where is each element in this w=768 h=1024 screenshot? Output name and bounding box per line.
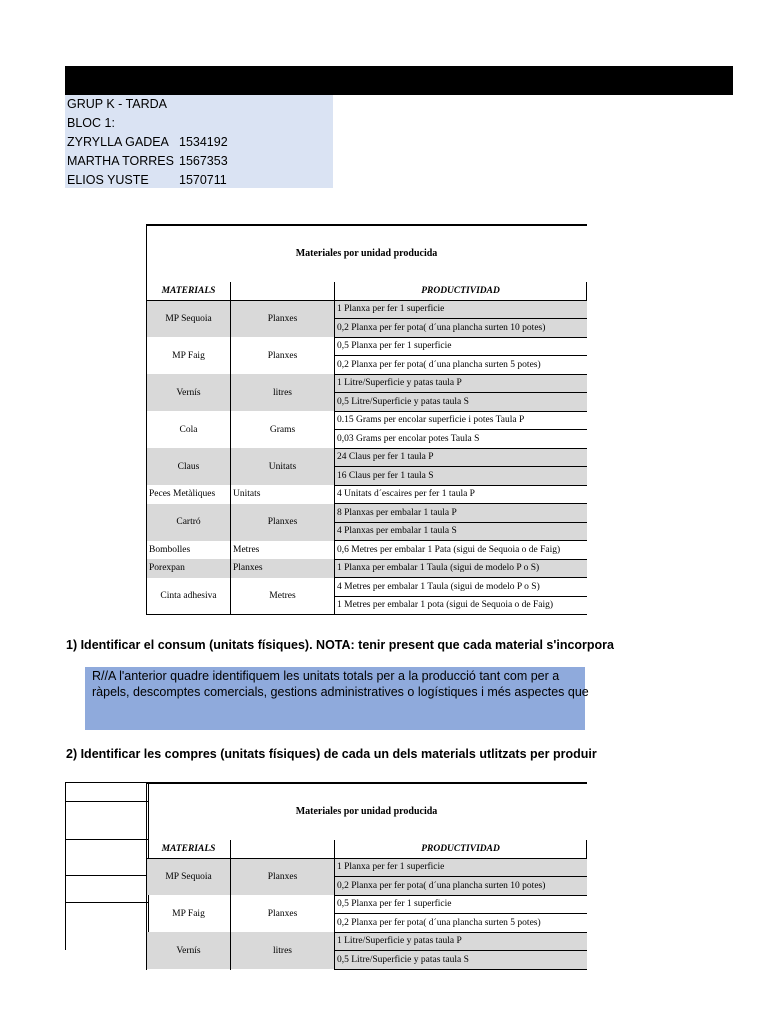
productivity-cell: 0,2 Planxa per fer pota( d´una plancha surten 10 potes) — [335, 319, 587, 338]
material-cell: MP Sequoia — [147, 300, 231, 337]
member-id: 1570711 — [179, 173, 227, 187]
unit-cell: Metres — [231, 541, 335, 560]
member-name: ELIOS YUSTE — [67, 173, 149, 187]
material-cell: Cartró — [147, 504, 231, 541]
material-cell: Peces Metàliques — [147, 485, 231, 504]
materials-table-2 — [146, 782, 585, 965]
answer-line: R//A l'anterior quadre identifiquem les unitats totals per a la producció tant com per a — [92, 669, 560, 683]
member-row — [67, 152, 327, 171]
productivity-cell: 0.15 Grams per encolar superficie i potes Taula P — [335, 411, 587, 430]
question-2: 2) Identificar les compres (unitats físiques) de cada un dels materials utlitzats per produir — [66, 747, 597, 761]
productivity-cell: 4 Metres per embalar 1 Taula (sigui de modelo P o S) — [335, 578, 587, 597]
productivity-cell: 4 Unitats d´escaires per fer 1 taula P — [335, 485, 587, 504]
material-cell: Porexpan — [147, 559, 231, 578]
empty-cell[interactable] — [66, 840, 148, 876]
productivity-cell: 0,2 Planxa per fer pota( d´una plancha surten 10 potes) — [335, 877, 587, 896]
group-info-block — [65, 95, 333, 188]
member-id: 1534192 — [179, 135, 228, 149]
unit-cell: litres — [231, 374, 335, 411]
unit-cell: Planxes — [231, 858, 335, 895]
productivity-cell: 0,5 Litre/Superficie y patas taula S — [335, 951, 587, 970]
material-cell: Vernís — [147, 374, 231, 411]
empty-cell[interactable] — [66, 783, 148, 802]
group-title: GRUP K - TARDA — [67, 97, 168, 111]
unit-cell: Planxes — [231, 559, 335, 578]
unit-cell: Unitats — [231, 448, 335, 485]
productivity-cell: 4 Planxas per embalar 1 taula S — [335, 522, 587, 541]
header-productivity: PRODUCTIVIDAD — [335, 282, 587, 301]
member-name: ZYRYLLA GADEA — [67, 135, 169, 149]
answer-line: ràpels, descomptes comercials, gestions administratives o logístiques i més aspectes que — [92, 685, 589, 699]
productivity-cell: 1 Planxa per embalar 1 Taula (sigui de modelo P o S) — [335, 559, 587, 578]
productivity-cell: 1 Litre/Superficie y patas taula P — [335, 374, 587, 393]
empty-cell[interactable] — [66, 802, 148, 840]
unit-cell: Planxes — [231, 504, 335, 541]
table-title: Materiales por unidad producida — [147, 225, 587, 282]
productivity-cell: 1 Planxa per fer 1 superficie — [335, 300, 587, 319]
productivity-cell: 16 Claus per fer 1 taula S — [335, 467, 587, 486]
productivity-cell: 0,03 Grams per encolar potes Taula S — [335, 430, 587, 449]
materials-table-1 — [146, 224, 585, 620]
productivity-cell: 0,5 Planxa per fer 1 superficie — [335, 337, 587, 356]
question-1: 1) Identificar el consum (unitats físiques). NOTA: tenir present que cada material s'incorpora — [66, 638, 614, 652]
member-name: MARTHA TORRES — [67, 154, 174, 168]
material-cell: Bombolles — [147, 541, 231, 560]
header-unit — [231, 840, 335, 859]
material-cell: Claus — [147, 448, 231, 485]
unit-cell: Planxes — [231, 337, 335, 374]
member-row — [67, 171, 327, 190]
productivity-cell: 0,2 Planxa per fer pota( d´una plancha surten 5 potes) — [335, 914, 587, 933]
unit-cell: litres — [231, 932, 335, 969]
header-bar — [65, 66, 733, 95]
material-cell: Cinta adhesiva — [147, 578, 231, 615]
member-id: 1567353 — [179, 154, 228, 168]
unit-cell: Metres — [231, 578, 335, 615]
empty-cell-column — [65, 782, 149, 950]
material-cell: MP Sequoia — [147, 858, 231, 895]
productivity-cell: 1 Metres per embalar 1 pota (sigui de Sequoia o de Faig) — [335, 596, 587, 615]
unit-cell: Grams — [231, 411, 335, 448]
material-cell: Vernís — [147, 932, 231, 969]
empty-cell[interactable] — [66, 876, 148, 903]
material-cell: Cola — [147, 411, 231, 448]
unit-cell: Unitats — [231, 485, 335, 504]
productivity-cell: 24 Claus per fer 1 taula P — [335, 448, 587, 467]
unit-cell: Planxes — [231, 895, 335, 932]
productivity-cell: 0,5 Planxa per fer 1 superficie — [335, 895, 587, 914]
table-title: Materiales por unidad producida — [147, 783, 587, 840]
unit-cell: Planxes — [231, 300, 335, 337]
header-materials: MATERIALS — [147, 282, 231, 301]
productivity-cell: 0,6 Metres per embalar 1 Pata (sigui de Sequoia o de Faig) — [335, 541, 587, 560]
material-cell: MP Faig — [147, 337, 231, 374]
material-cell: MP Faig — [147, 895, 231, 932]
bloc-label: BLOC 1: — [67, 116, 115, 130]
header-unit — [231, 282, 335, 301]
productivity-cell: 1 Litre/Superficie y patas taula P — [335, 932, 587, 951]
empty-cell[interactable] — [66, 903, 148, 950]
productivity-cell: 1 Planxa per fer 1 superficie — [335, 858, 587, 877]
header-productivity: PRODUCTIVIDAD — [335, 840, 587, 859]
header-materials: MATERIALS — [147, 840, 231, 859]
productivity-cell: 0,5 Litre/Superficie y patas taula S — [335, 393, 587, 412]
productivity-cell: 8 Planxas per embalar 1 taula P — [335, 504, 587, 523]
productivity-cell: 0,2 Planxa per fer pota( d´una plancha surten 5 potes) — [335, 356, 587, 375]
member-row — [67, 133, 327, 152]
answer-box[interactable] — [85, 667, 589, 730]
